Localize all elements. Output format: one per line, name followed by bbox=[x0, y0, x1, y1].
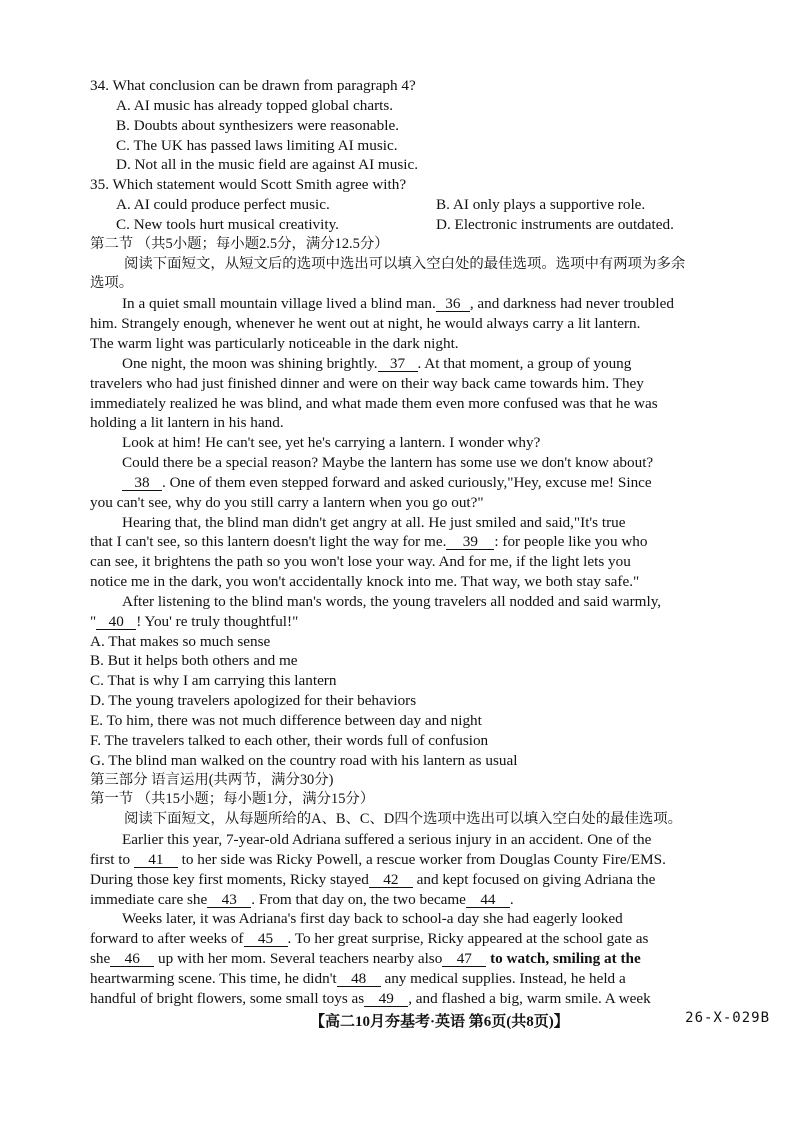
part-3-heading: 第三部分 语言运用(共两节，满分30分) bbox=[90, 771, 334, 788]
passage-line: holding a lit lantern in his hand. bbox=[90, 414, 284, 432]
passage-line: that I can't see, so this lantern doesn't light the way for me. 39 : for people like you who bbox=[90, 533, 648, 551]
q34-option-d: D. Not all in the music field are against AI music. bbox=[116, 156, 418, 174]
passage-line: 38 . One of them even stepped forward and asked curiously,"Hey, excuse me! Since bbox=[90, 473, 745, 493]
section-2-instructions: 阅读下面短文，从短文后的选项中选出可以填入空白处的最佳选项。选项中有两项为多余 bbox=[124, 255, 686, 272]
option-e: E. To him, there was not much difference between day and night bbox=[90, 712, 482, 729]
passage-line: One night, the moon was shining brightly. 37 . At that moment, a group of young bbox=[122, 354, 632, 372]
option-a: A. That makes so much sense bbox=[90, 632, 271, 650]
q35-option-a: A. AI could produce perfect music. bbox=[116, 196, 330, 214]
passage-line: " 40 ! You' re truly thoughtful!" bbox=[90, 612, 299, 630]
section-2-heading: 第二节 （共5小题；每小题2.5分，满分12.5分） bbox=[90, 235, 389, 252]
passage-line: first to 41 to her side was Ricky Powell, a rescue worker from Douglas County Fire/EMS. bbox=[90, 850, 666, 868]
q35-option-c: C. New tools hurt musical creativity. bbox=[116, 215, 339, 233]
blank-47[interactable]: 47 bbox=[442, 951, 486, 967]
passage-line: After listening to the blind man's words, the young travelers all nodded and said warmly, bbox=[122, 592, 662, 610]
passage-line: travelers who had just finished dinner and were on their way back came towards him. They bbox=[90, 374, 644, 392]
passage-line: forward to after weeks of 45 . To her great surprise, Ricky appeared at the school gate as bbox=[90, 930, 649, 948]
blank-39[interactable]: 39 bbox=[446, 534, 494, 550]
part-3-section-1-heading: 第一节 （共15小题；每小题1分，满分15分） bbox=[90, 791, 375, 808]
part-3-instructions: 阅读下面短文，从每题所给的A、B、C、D四个选项中选出可以填入空白处的最佳选项。 bbox=[124, 811, 683, 828]
passage-line: Could there be a special reason? Maybe the lantern has some use we don't know about? bbox=[122, 454, 654, 472]
passage-line: The warm light was particularly noticeable in the dark night. bbox=[90, 334, 459, 352]
q35-options-row-1 bbox=[90, 195, 745, 215]
passage-line: During those key first moments, Ricky stayed 42 and kept focused on giving Adriana the bbox=[90, 870, 656, 888]
blank-45[interactable]: 45 bbox=[244, 931, 288, 947]
blank-40[interactable]: 40 bbox=[96, 614, 136, 630]
passage-line: immediate care she 43 . From that day on, the two became 44 . bbox=[90, 890, 514, 908]
blank-48[interactable]: 48 bbox=[337, 971, 381, 987]
q34-option-b: B. Doubts about synthesizers were reasonable. bbox=[116, 116, 400, 134]
section-2-instructions-cont: 选项。 bbox=[90, 275, 134, 292]
passage-line: Hearing that, the blind man didn't get angry at all. He just smiled and said,"It's true bbox=[122, 513, 626, 531]
blank-36[interactable]: 36 bbox=[436, 296, 470, 312]
footer-title: 【高二10月夯基考·英语 第6页(共8页)】 bbox=[310, 1014, 569, 1030]
option-d: D. The young travelers apologized for their behaviors bbox=[90, 692, 417, 710]
blank-38[interactable]: 38 bbox=[122, 475, 162, 491]
passage-line: you can't see, why do you still carry a lantern when you go out?" bbox=[90, 493, 484, 511]
footer-code: 26-X-029B bbox=[685, 1010, 770, 1026]
passage-line: heartwarming scene. This time, he didn't 48 any medical supplies. Instead, he held a bbox=[90, 969, 626, 987]
blank-42[interactable]: 42 bbox=[369, 872, 413, 888]
q35-option-d: D. Electronic instruments are outdated. bbox=[436, 215, 674, 233]
q35-option-b: B. AI only plays a supportive role. bbox=[436, 196, 646, 214]
question-34-stem: 34. What conclusion can be drawn from paragraph 4? bbox=[90, 77, 416, 94]
blank-41[interactable]: 41 bbox=[134, 852, 178, 868]
page-footer bbox=[310, 1010, 770, 1031]
passage-line: can see, it brightens the path so you won't lose your way. And for me, if the light lets you bbox=[90, 553, 631, 571]
passage-line: Look at him! He can't see, yet he's carrying a lantern. I wonder why? bbox=[122, 434, 541, 452]
blank-44[interactable]: 44 bbox=[466, 892, 510, 908]
passage-line: Weeks later, it was Adriana's first day back to school-a day she had eagerly looked bbox=[122, 910, 623, 928]
passage-line: handful of bright flowers, some small toys as 49 , and flashed a big, warm smile. A week bbox=[90, 989, 651, 1007]
blank-37[interactable]: 37 bbox=[378, 356, 418, 372]
option-b: B. But it helps both others and me bbox=[90, 652, 298, 670]
q34-option-c: C. The UK has passed laws limiting AI music. bbox=[116, 136, 398, 154]
q35-options-row-2 bbox=[90, 215, 745, 235]
passage-line: she 46 up with her mom. Several teachers nearby also 47 to watch, smiling at the bbox=[90, 950, 641, 968]
question-35-stem: 35. Which statement would Scott Smith agree with? bbox=[90, 176, 407, 194]
option-f: F. The travelers talked to each other, their words full of confusion bbox=[90, 731, 489, 749]
blank-49[interactable]: 49 bbox=[364, 991, 408, 1007]
passage-line: In a quiet small mountain village lived a blind man. 36 , and darkness had never troubled bbox=[122, 295, 674, 313]
passage-line: Earlier this year, 7-year-old Adriana suffered a serious injury in an accident. One of the bbox=[122, 831, 652, 849]
q34-option-a: A. AI music has already topped global charts. bbox=[116, 96, 394, 114]
blank-46[interactable]: 46 bbox=[110, 951, 154, 967]
option-g: G. The blind man walked on the country road with his lantern as usual bbox=[90, 751, 518, 769]
exam-page bbox=[90, 76, 745, 1009]
passage-line: immediately realized he was blind, and what made them even more confused was that he was bbox=[90, 394, 658, 412]
passage-line: him. Strangely enough, whenever he went out at night, he would always carry a lit lantern. bbox=[90, 315, 641, 333]
blank-43[interactable]: 43 bbox=[207, 892, 251, 908]
passage-line: notice me in the dark, you won't accidentally knock into me. That way, we both stay safe." bbox=[90, 573, 640, 591]
option-c: C. That is why I am carrying this lantern bbox=[90, 672, 337, 690]
